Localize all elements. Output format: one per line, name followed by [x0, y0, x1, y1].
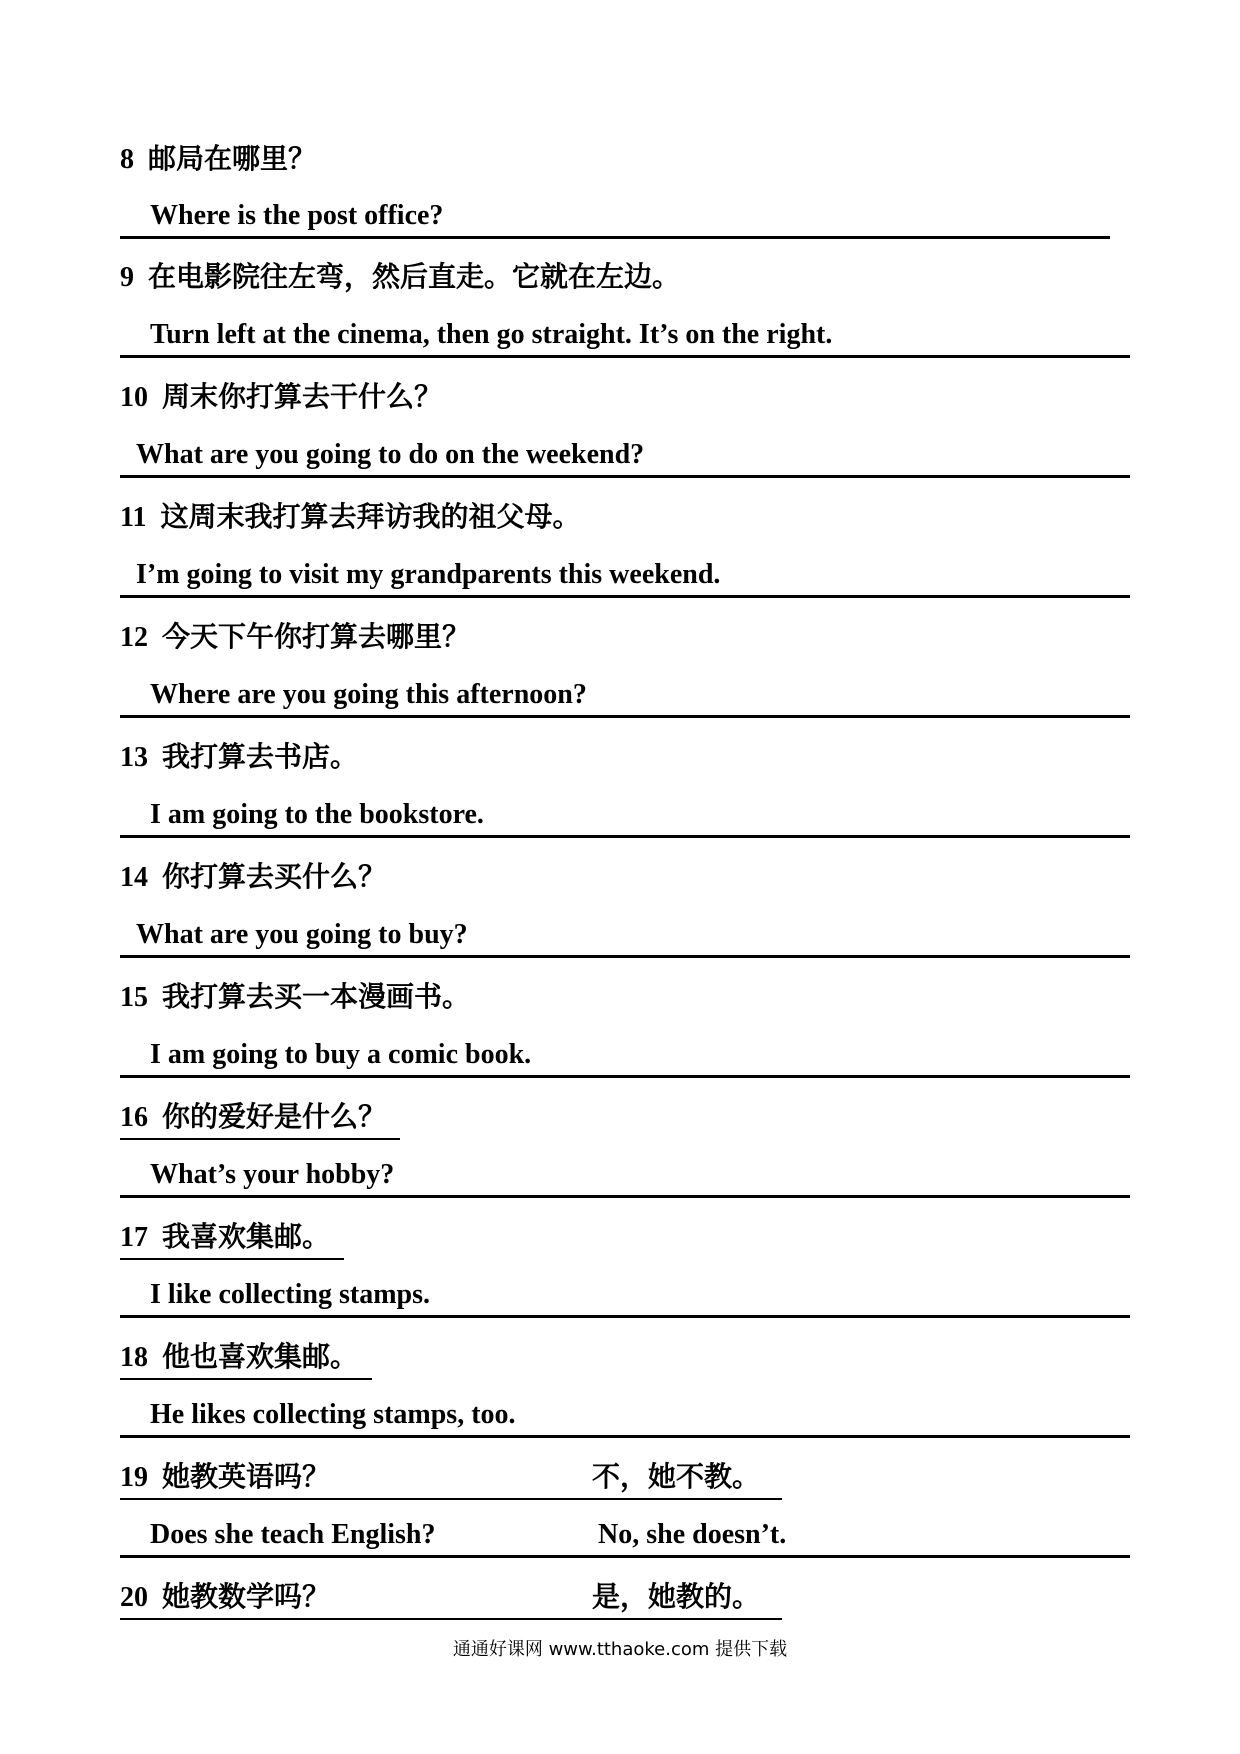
- question-number: 20: [120, 1582, 148, 1613]
- question-16: [120, 1100, 400, 1140]
- answer-english: I like collecting stamps.: [150, 1279, 430, 1310]
- answer-line-15: [120, 1035, 1130, 1078]
- question-chinese: 我打算去买一本漫画书。: [162, 982, 471, 1013]
- answer-english: What are you going to buy?: [136, 919, 468, 950]
- question-chinese: 在电影院往左弯，然后直走。它就在左边。: [148, 262, 681, 293]
- answer-english: What’s your hobby?: [150, 1159, 395, 1190]
- question-20: [120, 1580, 782, 1620]
- question-chinese: 她教英语吗？: [162, 1462, 331, 1493]
- answer-line-8: [120, 196, 1110, 239]
- question-18: [120, 1340, 372, 1380]
- question-12: [120, 620, 470, 656]
- answer-english-reply: No, she doesn’t.: [598, 1519, 787, 1550]
- answer-english: What are you going to do on the weekend?: [136, 439, 645, 470]
- answer-english: Does she teach English?: [150, 1519, 436, 1550]
- question-chinese: 他也喜欢集邮。: [162, 1342, 359, 1373]
- answer-line-17: [120, 1275, 1130, 1318]
- question-9: [120, 260, 680, 296]
- question-number: 17: [120, 1222, 148, 1253]
- question-chinese: 今天下午你打算去哪里？: [162, 622, 471, 653]
- answer-line-16: [120, 1155, 1130, 1198]
- question-number: 11: [120, 502, 147, 533]
- question-chinese: 这周末我打算去拜访我的祖父母。: [160, 502, 581, 533]
- question-number: 10: [120, 382, 148, 413]
- question-chinese: 你打算去买什么？: [162, 862, 387, 893]
- question-number: 18: [120, 1342, 148, 1373]
- answer-english: I am going to buy a comic book.: [150, 1039, 532, 1070]
- answer-line-14: [120, 915, 1130, 958]
- answer-line-10: [120, 435, 1130, 478]
- question-10: [120, 380, 442, 416]
- question-13: [120, 740, 358, 776]
- page-footer: 通通好课网 www.tthaoke.com 提供下载: [452, 1639, 788, 1660]
- question-chinese: 周末你打算去干什么？: [162, 382, 443, 413]
- question-chinese-reply: 是，她教的。: [592, 1582, 761, 1613]
- question-19: [120, 1460, 782, 1500]
- question-chinese: 我打算去书店。: [162, 742, 359, 773]
- question-15: [120, 980, 470, 1016]
- question-number: 15: [120, 982, 148, 1013]
- question-chinese: 她教数学吗？: [162, 1582, 331, 1613]
- question-number: 14: [120, 862, 148, 893]
- question-11: [120, 500, 580, 536]
- question-number: 9: [120, 262, 134, 293]
- question-number: 13: [120, 742, 148, 773]
- question-number: 8: [120, 144, 134, 175]
- question-chinese: 我喜欢集邮。: [162, 1222, 331, 1253]
- answer-english: I’m going to visit my grandparents this weekend.: [136, 559, 721, 590]
- answer-line-12: [120, 675, 1130, 718]
- answer-english: Where are you going this afternoon?: [150, 679, 587, 710]
- answer-english: I am going to the bookstore.: [150, 799, 484, 830]
- question-number: 19: [120, 1462, 148, 1493]
- answer-line-13: [120, 795, 1130, 838]
- answer-line-11: [120, 555, 1130, 598]
- answer-line-19: [120, 1515, 1130, 1558]
- question-number: 16: [120, 1102, 148, 1133]
- question-number: 12: [120, 622, 148, 653]
- question-14: [120, 860, 386, 896]
- answer-english: Turn left at the cinema, then go straight. It’s on the right.: [150, 319, 833, 350]
- question-chinese: 你的爱好是什么？: [162, 1102, 387, 1133]
- answer-line-9: [120, 315, 1130, 358]
- question-17: [120, 1220, 344, 1260]
- question-chinese-reply: 不，她不教。: [592, 1462, 761, 1493]
- question-8: [120, 142, 316, 178]
- question-chinese: 邮局在哪里？: [148, 144, 317, 175]
- answer-line-18: [120, 1395, 1130, 1438]
- answer-english: He likes collecting stamps, too.: [150, 1399, 516, 1430]
- answer-english: Where is the post office?: [150, 200, 444, 231]
